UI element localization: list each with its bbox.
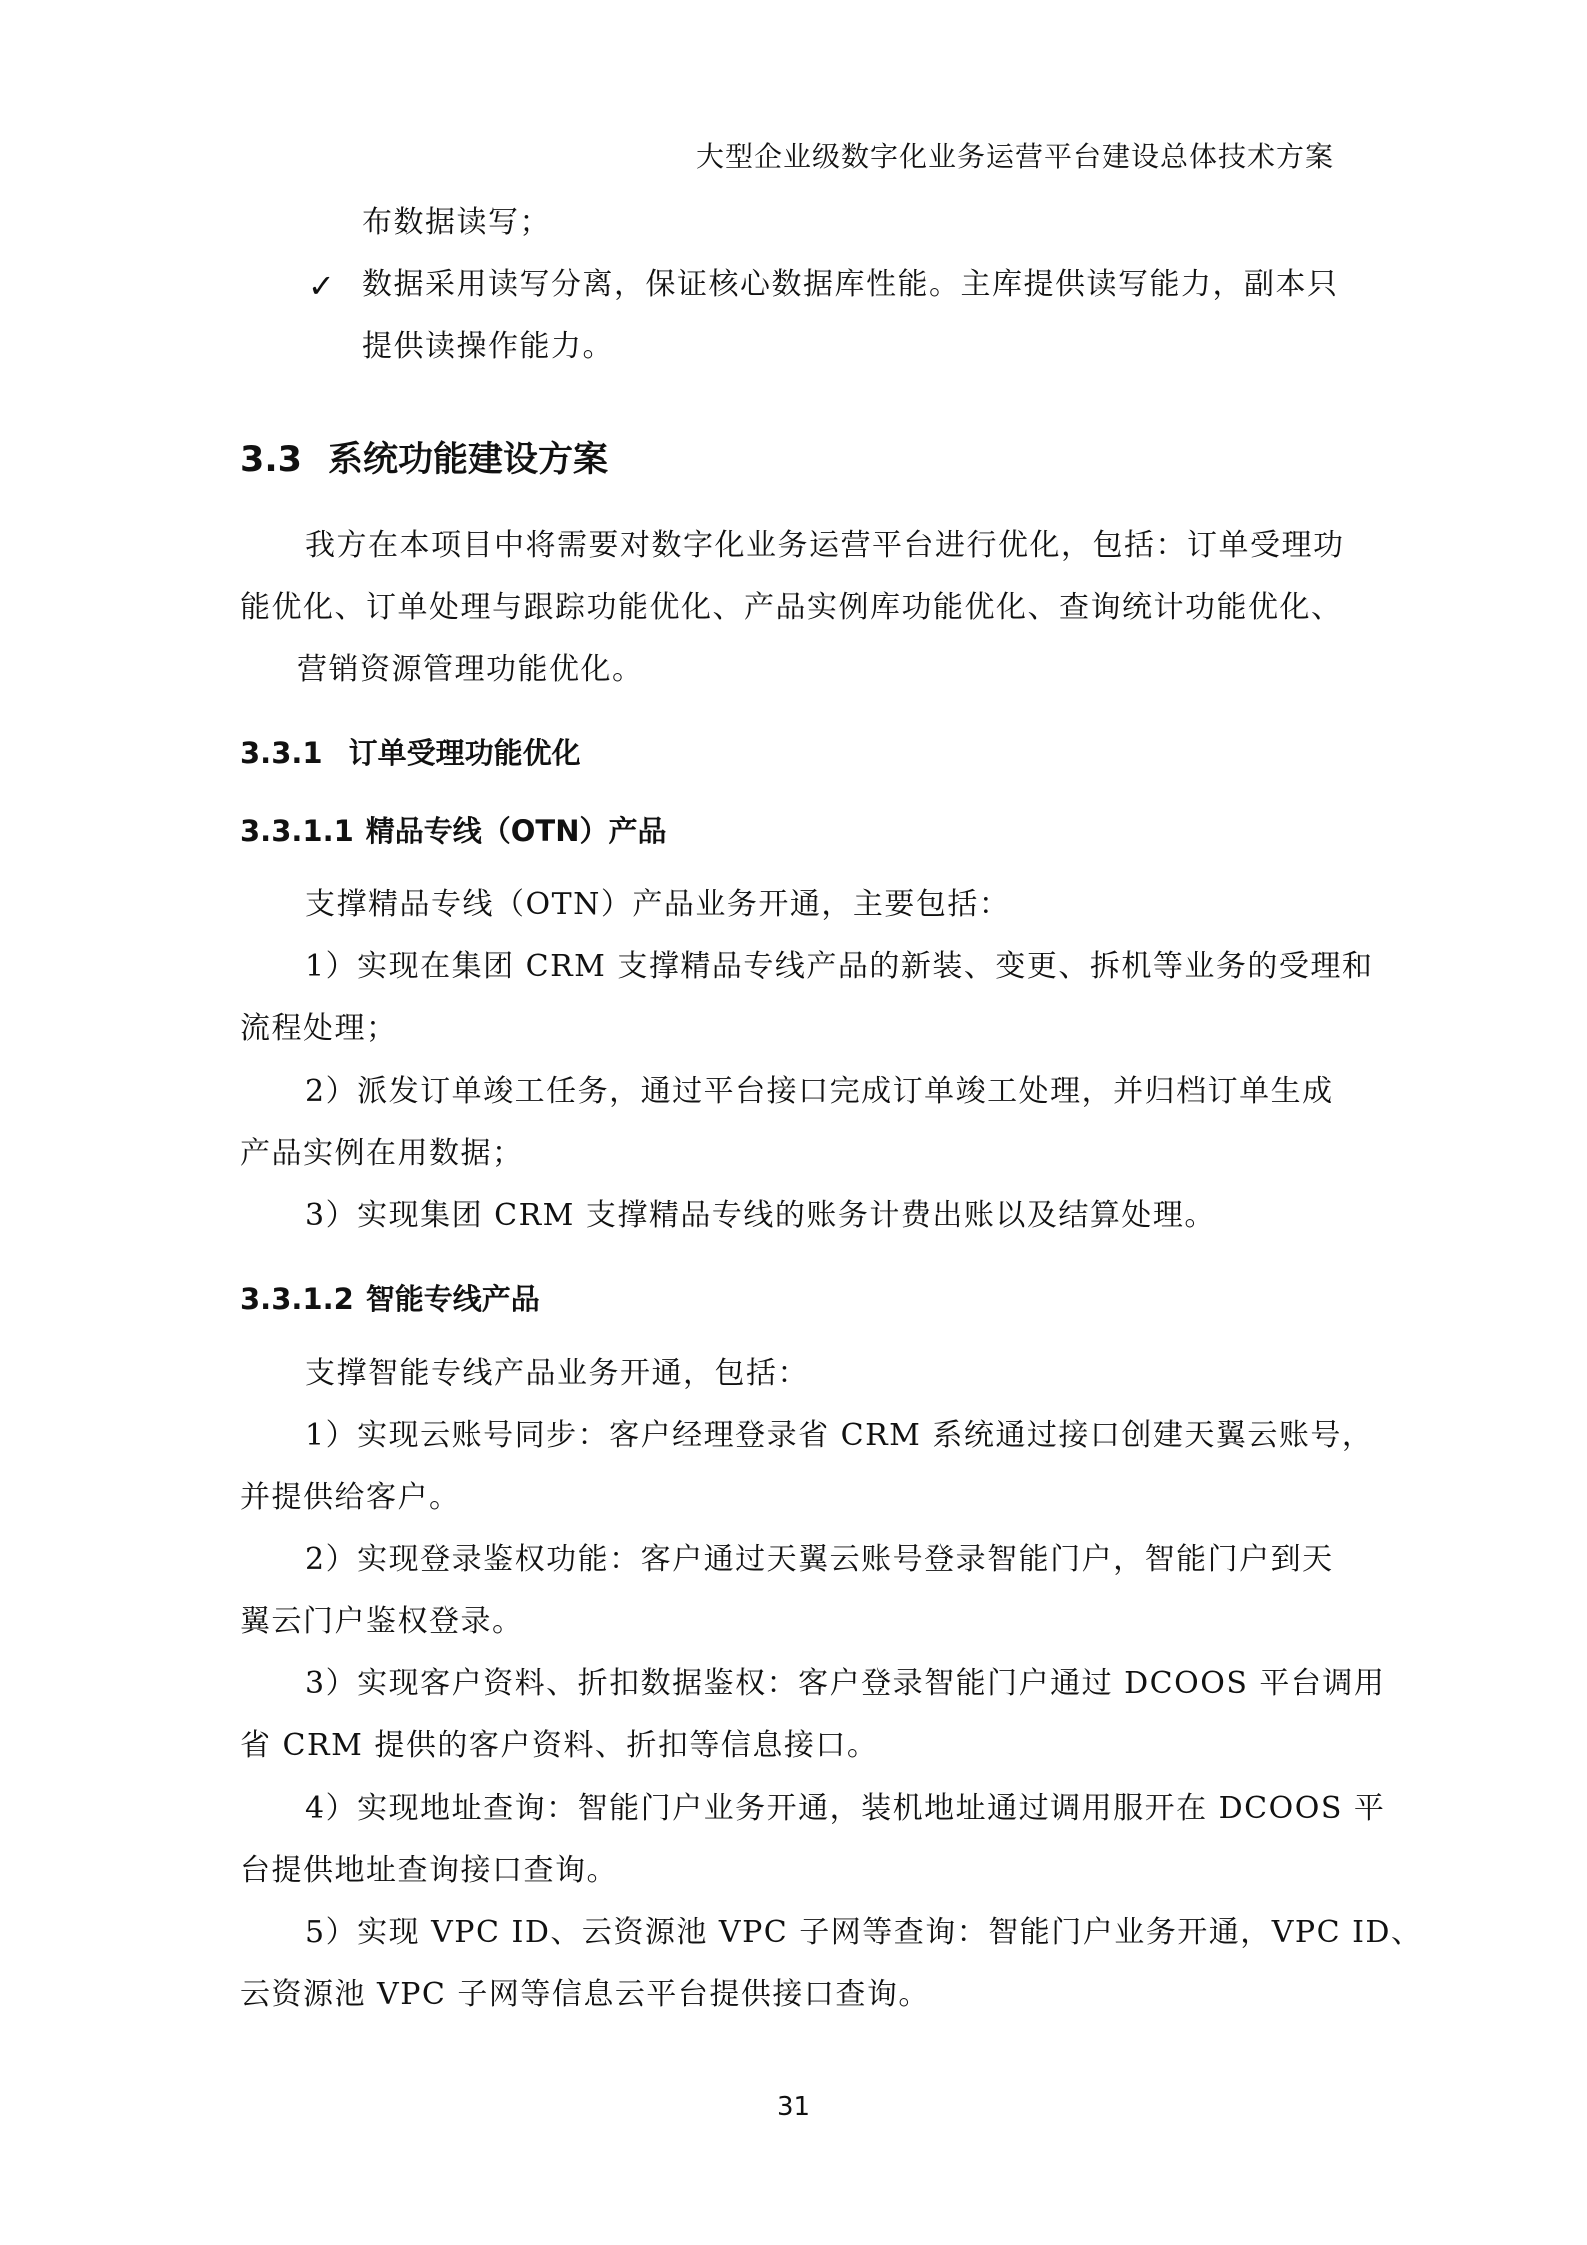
smart-item-2-line-2: 翼云门户鉴权登录。: [240, 1604, 524, 1639]
bullet-line-2: 提供读操作能力。: [362, 329, 614, 364]
smart-item-2-line-1: 2）实现登录鉴权功能：客户通过天翼云账号登录智能门户，智能门户到天: [305, 1542, 1334, 1577]
otn-item-1-line-2: 流程处理；: [240, 1011, 398, 1046]
check-mark-icon: ✓: [308, 267, 335, 305]
section-number: 3.3: [240, 440, 303, 480]
smart-item-1-line-1: 1）实现云账号同步：客户经理登录省 CRM 系统通过接口创建天翼云账号，: [305, 1418, 1374, 1453]
smart-intro: 支撑智能专线产品业务开通，包括：: [305, 1356, 809, 1391]
smart-item-3-line-2: 省 CRM 提供的客户资料、折扣等信息接口。: [240, 1728, 879, 1763]
smart-item-4-line-1: 4）实现地址查询：智能门户业务开通，装机地址通过调用服开在 DCOOS 平: [305, 1791, 1386, 1826]
section-heading-3-3: [240, 432, 608, 482]
paragraph-line-2: 能优化、订单处理与跟踪功能优化、产品实例库功能优化、查询统计功能优化、: [240, 590, 1343, 625]
paragraph-line-1: 我方在本项目中将需要对数字化业务运营平台进行优化，包括：订单受理功: [305, 528, 1345, 563]
page-header-title: 大型企业级数字化业务运营平台建设总体技术方案: [695, 140, 1334, 173]
section-title: 系统功能建设方案: [328, 440, 609, 480]
section-number: 3.3.1: [240, 736, 323, 770]
section-number: 3.3.1.1: [240, 814, 354, 848]
section-heading-3-3-1-1: [240, 809, 666, 850]
continuation-line: 布数据读写；: [362, 205, 551, 240]
smart-item-1-line-2: 并提供给客户。: [240, 1480, 461, 1515]
section-heading-3-3-1: [240, 731, 581, 772]
otn-item-2-line-2: 产品实例在用数据；: [240, 1136, 524, 1171]
otn-intro: 支撑精品专线（OTN）产品业务开通，主要包括：: [305, 887, 1011, 922]
section-title: 精品专线（OTN）产品: [365, 814, 667, 848]
bullet-line-1: 数据采用读写分离，保证核心数据库性能。主库提供读写能力，副本只: [362, 267, 1339, 302]
smart-item-4-line-2: 台提供地址查询接口查询。: [240, 1853, 618, 1888]
otn-item-1-line-1: 1）实现在集团 CRM 支撑精品专线产品的新装、变更、拆机等业务的受理和: [305, 949, 1374, 984]
otn-item-3-line-1: 3）实现集团 CRM 支撑精品专线的账务计费出账以及结算处理。: [305, 1198, 1216, 1233]
otn-item-2-line-1: 2）派发订单竣工任务，通过平台接口完成订单竣工处理，并归档订单生成: [305, 1074, 1334, 1109]
page-number: 31: [776, 2092, 811, 2122]
smart-item-3-line-1: 3）实现客户资料、折扣数据鉴权：客户登录智能门户通过 DCOOS 平台调用: [305, 1666, 1386, 1701]
smart-item-5-line-2: 云资源池 VPC 子网等信息云平台提供接口查询。: [240, 1977, 930, 2012]
section-title: 订单受理功能优化: [348, 736, 581, 770]
smart-item-5-line-1: 5）实现 VPC ID、云资源池 VPC 子网等查询：智能门户业务开通，VPC ID、: [305, 1915, 1423, 1950]
section-title: 智能专线产品: [365, 1282, 540, 1316]
paragraph-line-3: 营销资源管理功能优化。: [297, 652, 644, 687]
section-number: 3.3.1.2: [240, 1282, 354, 1316]
section-heading-3-3-1-2: [240, 1277, 540, 1318]
